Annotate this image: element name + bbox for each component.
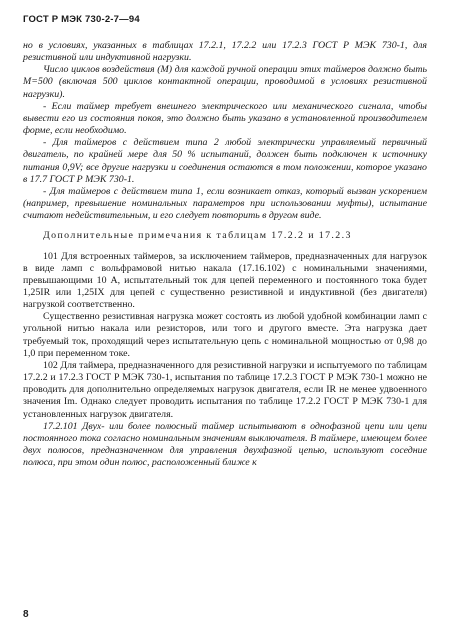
paragraph-resistive-load: Существенно резистивная нагрузка может состоять из любой удобной комбинации ламп с угольной нитью накала или резисторов, или того и другого вместе. Эта нагрузка дает требуемый ток, проходящий через испытательную цепь с номинальной мощностью от 0,98 до 1,0 при переменном токе. xyxy=(23,311,427,359)
paragraph-cycles-count: Число циклов воздействия (М) для каждой ручной операции этих таймеров должно быть М=500 (включая 500 циклов контактной операции, проводимой в условиях резистивной нагрузки). xyxy=(23,64,427,100)
standard-header: ГОСТ Р МЭК 730-2-7—94 xyxy=(23,14,140,25)
paragraph-external-signal: - Если таймер требует внешнего электрического или механического сигнала, чтобы вывести его из состояния покоя, это должно быть указано в установленной производителем форме, если необходимо. xyxy=(23,100,427,137)
paragraph-type1-timers: - Для таймеров с действием типа 1, если возникает отказ, который вызван ускорением (например, превышение номинальных параметров при использовании муфты), испытание считают недействительным, и его следует повторить в другом виде. xyxy=(23,185,427,222)
paragraph-type2-timers: - Для таймеров с действием типа 2 любой электрически управляемый первичный двигатель, по крайней мере для 50 % испытаний, должен быть подключен к источнику питания 0,9V; все другие нагрузки и соединения остаются в том положении, которое указано в 17.7 ГОСТ Р МЭК 730-1. xyxy=(23,137,427,185)
paragraph-continuation: но в условиях, указанных в таблицах 17.2.1, 17.2.2 или 17.2.3 ГОСТ Р МЭК 730-1, для резистивной или индуктивной нагрузки. xyxy=(23,40,427,64)
document-body xyxy=(23,40,427,469)
note-101: 101 Для встроенных таймеров, за исключением таймеров, предназначенных для нагрузок в виде ламп с вольфрамовой нитью накала (17.16.102) с номинальными значениями, превышающими 10 А, испытательный ток для цепей переменного и постоянного тока будет 1,25IR или 1,25IX для цепей с существенно резистивной и индуктивной (без двигателя) нагрузкой соответственно. xyxy=(23,250,427,311)
clause-17-2-101: 17.2.101 Двух- или более полюсный таймер испытывают в однофазной цепи или цепи постоянного тока согласно номинальным значениям выключателя. В таймере, имеющем более двух полюсов, предназначенном для управления двухфазной цепью, используют соседние полюса, при этом один полюс, расположенный ближе к xyxy=(23,420,427,469)
note-102: 102 Для таймера, предназначенного для резистивной нагрузки и испытуемого по таблицам 17.2.2 и 17.2.3 ГОСТ Р МЭК 730-1, испытания по таблице 17.2.3 ГОСТ Р МЭК 730-1 можно не проводить для дополнительно определяемых нагрузок двигателя, если IR не менее удвоенного значения Im. Однако следует проводить испытания по таблице 17.2.2 ГОСТ Р МЭК 730-1 для установленных нагрузок двигателя. xyxy=(23,359,427,420)
page-number: 8 xyxy=(23,609,29,620)
notes-heading: Дополнительные примечания к таблицам 17.2.2 и 17.2.3 xyxy=(43,230,352,242)
